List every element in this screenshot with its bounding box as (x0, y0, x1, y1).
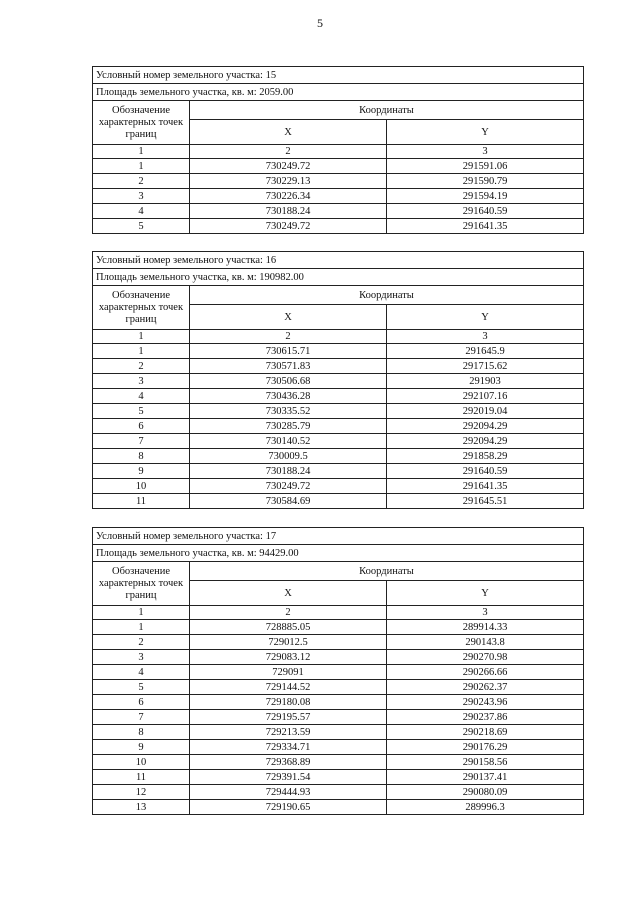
point-number: 10 (93, 755, 190, 770)
x-value: 730249.72 (190, 159, 387, 174)
y-value: 292094.29 (387, 434, 584, 449)
point-number: 5 (93, 680, 190, 695)
y-value: 290137.41 (387, 770, 584, 785)
y-value: 290266.66 (387, 665, 584, 680)
x-header: X (190, 120, 387, 145)
rows-body (93, 344, 584, 509)
point-caption-header: Обозначение характерных точек границ (93, 101, 190, 145)
y-value: 292019.04 (387, 404, 584, 419)
table-row (93, 725, 584, 740)
point-number: 4 (93, 389, 190, 404)
point-number: 12 (93, 785, 190, 800)
x-value: 730226.34 (190, 189, 387, 204)
y-value: 291641.35 (387, 479, 584, 494)
point-number: 6 (93, 419, 190, 434)
y-value: 292107.16 (387, 389, 584, 404)
y-value: 291858.29 (387, 449, 584, 464)
point-number: 1 (93, 159, 190, 174)
x-value: 729083.12 (190, 650, 387, 665)
y-value: 291640.59 (387, 204, 584, 219)
x-value: 730615.71 (190, 344, 387, 359)
table-row (93, 650, 584, 665)
y-value: 290262.37 (387, 680, 584, 695)
x-value: 729368.89 (190, 755, 387, 770)
point-number: 3 (93, 189, 190, 204)
y-value: 290218.69 (387, 725, 584, 740)
table-row (93, 770, 584, 785)
x-value: 730188.24 (190, 204, 387, 219)
table-row (93, 419, 584, 434)
point-number: 3 (93, 374, 190, 389)
y-value: 291590.79 (387, 174, 584, 189)
col-index-3: 3 (387, 606, 584, 620)
x-value: 729213.59 (190, 725, 387, 740)
point-number: 4 (93, 204, 190, 219)
y-value: 291715.62 (387, 359, 584, 374)
point-number: 5 (93, 219, 190, 234)
plot-number-line: Условный номер земельного участка: 15 (92, 66, 584, 83)
plot-block-17 (92, 527, 584, 815)
y-value: 291645.51 (387, 494, 584, 509)
table-row (93, 374, 584, 389)
point-number: 8 (93, 725, 190, 740)
point-number: 2 (93, 635, 190, 650)
table-row (93, 404, 584, 419)
col-index-1: 1 (93, 606, 190, 620)
plot-area-line: Площадь земельного участка, кв. м: 2059.00 (92, 83, 584, 100)
x-value: 729190.65 (190, 800, 387, 815)
y-value: 291645.9 (387, 344, 584, 359)
rows-body (93, 620, 584, 815)
x-value: 729012.5 (190, 635, 387, 650)
point-number: 5 (93, 404, 190, 419)
y-value: 290080.09 (387, 785, 584, 800)
x-value: 729195.57 (190, 710, 387, 725)
plot-area-line: Площадь земельного участка, кв. м: 190982.00 (92, 268, 584, 285)
plot-block-15 (92, 66, 584, 234)
x-value: 730285.79 (190, 419, 387, 434)
table-row (93, 174, 584, 189)
y-value: 290270.98 (387, 650, 584, 665)
y-value: 290158.56 (387, 755, 584, 770)
y-value: 291591.06 (387, 159, 584, 174)
plot-number-line: Условный номер земельного участка: 16 (92, 251, 584, 268)
point-number: 7 (93, 710, 190, 725)
point-number: 6 (93, 695, 190, 710)
point-number: 1 (93, 620, 190, 635)
point-number: 4 (93, 665, 190, 680)
table-row (93, 665, 584, 680)
coordinates-header: Координаты (190, 101, 584, 120)
point-number: 9 (93, 740, 190, 755)
coordinates-header: Координаты (190, 562, 584, 581)
point-number: 9 (93, 464, 190, 479)
x-value: 730584.69 (190, 494, 387, 509)
x-value: 729091 (190, 665, 387, 680)
col-index-1: 1 (93, 330, 190, 344)
col-index-2: 2 (190, 606, 387, 620)
table-row (93, 344, 584, 359)
x-value: 730188.24 (190, 464, 387, 479)
table-row (93, 464, 584, 479)
table-row (93, 159, 584, 174)
x-value: 730335.52 (190, 404, 387, 419)
plot-block-16 (92, 251, 584, 509)
x-value: 730506.68 (190, 374, 387, 389)
y-value: 290237.86 (387, 710, 584, 725)
x-value: 730249.72 (190, 219, 387, 234)
rows-body (93, 159, 584, 234)
point-number: 2 (93, 174, 190, 189)
table-row (93, 204, 584, 219)
point-number: 11 (93, 770, 190, 785)
plot-number-line: Условный номер земельного участка: 17 (92, 527, 584, 544)
x-value: 730229.13 (190, 174, 387, 189)
x-header: X (190, 581, 387, 606)
point-number: 7 (93, 434, 190, 449)
table-row (93, 695, 584, 710)
x-value: 730571.83 (190, 359, 387, 374)
point-number: 13 (93, 800, 190, 815)
point-number: 2 (93, 359, 190, 374)
y-header: Y (387, 305, 584, 330)
col-index-3: 3 (387, 145, 584, 159)
y-value: 290243.96 (387, 695, 584, 710)
y-value: 291594.19 (387, 189, 584, 204)
table-row (93, 710, 584, 725)
point-caption-header: Обозначение характерных точек границ (93, 286, 190, 330)
coordinates-table (92, 561, 584, 815)
table-row (93, 359, 584, 374)
x-value: 730009.5 (190, 449, 387, 464)
table-row (93, 740, 584, 755)
table-row (93, 680, 584, 695)
x-value: 730140.52 (190, 434, 387, 449)
y-value: 289996.3 (387, 800, 584, 815)
point-number: 8 (93, 449, 190, 464)
y-value: 292094.29 (387, 419, 584, 434)
table-row (93, 755, 584, 770)
x-value: 729391.54 (190, 770, 387, 785)
coordinates-table (92, 285, 584, 509)
x-value: 729180.08 (190, 695, 387, 710)
point-number: 3 (93, 650, 190, 665)
col-index-2: 2 (190, 330, 387, 344)
point-number: 11 (93, 494, 190, 509)
x-value: 729334.71 (190, 740, 387, 755)
x-header: X (190, 305, 387, 330)
table-row (93, 785, 584, 800)
point-number: 1 (93, 344, 190, 359)
point-caption-header: Обозначение характерных точек границ (93, 562, 190, 606)
table-row (93, 449, 584, 464)
x-value: 729444.93 (190, 785, 387, 800)
table-row (93, 800, 584, 815)
col-index-1: 1 (93, 145, 190, 159)
table-row (93, 434, 584, 449)
x-value: 728885.05 (190, 620, 387, 635)
y-value: 289914.33 (387, 620, 584, 635)
point-number: 10 (93, 479, 190, 494)
y-header: Y (387, 120, 584, 145)
coordinates-table (92, 100, 584, 234)
y-value: 290176.29 (387, 740, 584, 755)
y-value: 291640.59 (387, 464, 584, 479)
col-index-2: 2 (190, 145, 387, 159)
y-value: 290143.8 (387, 635, 584, 650)
coordinates-header: Координаты (190, 286, 584, 305)
table-row (93, 389, 584, 404)
table-row (93, 635, 584, 650)
table-row (93, 479, 584, 494)
x-value: 730249.72 (190, 479, 387, 494)
table-row (93, 219, 584, 234)
y-value: 291641.35 (387, 219, 584, 234)
table-row (93, 620, 584, 635)
plot-area-line: Площадь земельного участка, кв. м: 94429.00 (92, 544, 584, 561)
x-value: 730436.28 (190, 389, 387, 404)
y-value: 291903 (387, 374, 584, 389)
table-row (93, 494, 584, 509)
y-header: Y (387, 581, 584, 606)
col-index-3: 3 (387, 330, 584, 344)
page-number: 5 (317, 16, 323, 30)
x-value: 729144.52 (190, 680, 387, 695)
table-row (93, 189, 584, 204)
